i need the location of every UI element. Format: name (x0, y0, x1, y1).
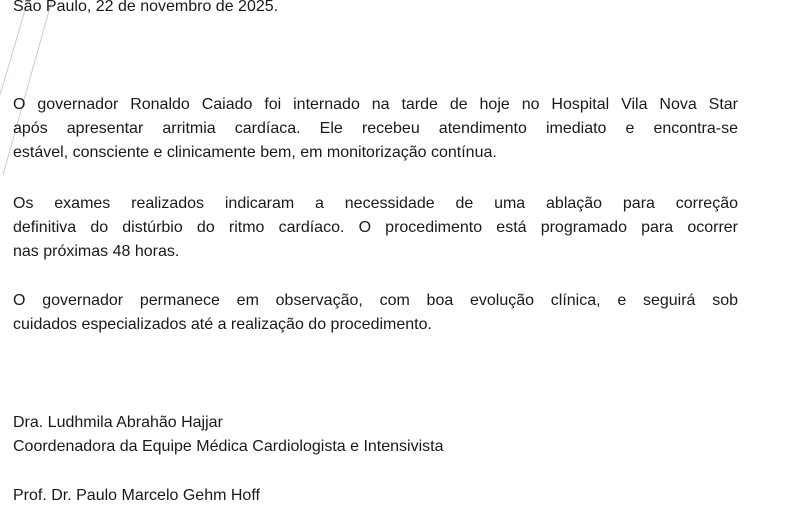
signature-title: Coordenadora da Equipe Médica Cardiologista e Intensivista (13, 438, 444, 455)
paragraph-2-line: Os exames realizados indicaram a necessidade de uma ablação para correção (13, 195, 738, 212)
paragraph-2-line: nas próximas 48 horas. (13, 243, 180, 260)
paragraph-1-line: após apresentar arritmia cardíaca. Ele recebeu atendimento imediato e encontra-se (13, 120, 738, 137)
paragraph-2-line: definitiva do distúrbio do ritmo cardíaco. O procedimento está programado para ocorrer (13, 219, 738, 236)
paragraph-3-line: O governador permanece em observação, com boa evolução clínica, e seguirá sob (13, 292, 738, 309)
paragraph-3-line: cuidados especializados até a realização do procedimento. (13, 316, 432, 333)
date-line: São Paulo, 22 de novembro de 2025. (13, 0, 279, 15)
paragraph-1-line: O governador Ronaldo Caiado foi internado na tarde de hoje no Hospital Vila Nova Star (13, 96, 738, 113)
paragraph-1-line: estável, consciente e clinicamente bem, em monitorização contínua. (13, 144, 497, 161)
signature-name: Prof. Dr. Paulo Marcelo Gehm Hoff (13, 487, 260, 504)
signature-name: Dra. Ludhmila Abrahão Hajjar (13, 414, 223, 431)
